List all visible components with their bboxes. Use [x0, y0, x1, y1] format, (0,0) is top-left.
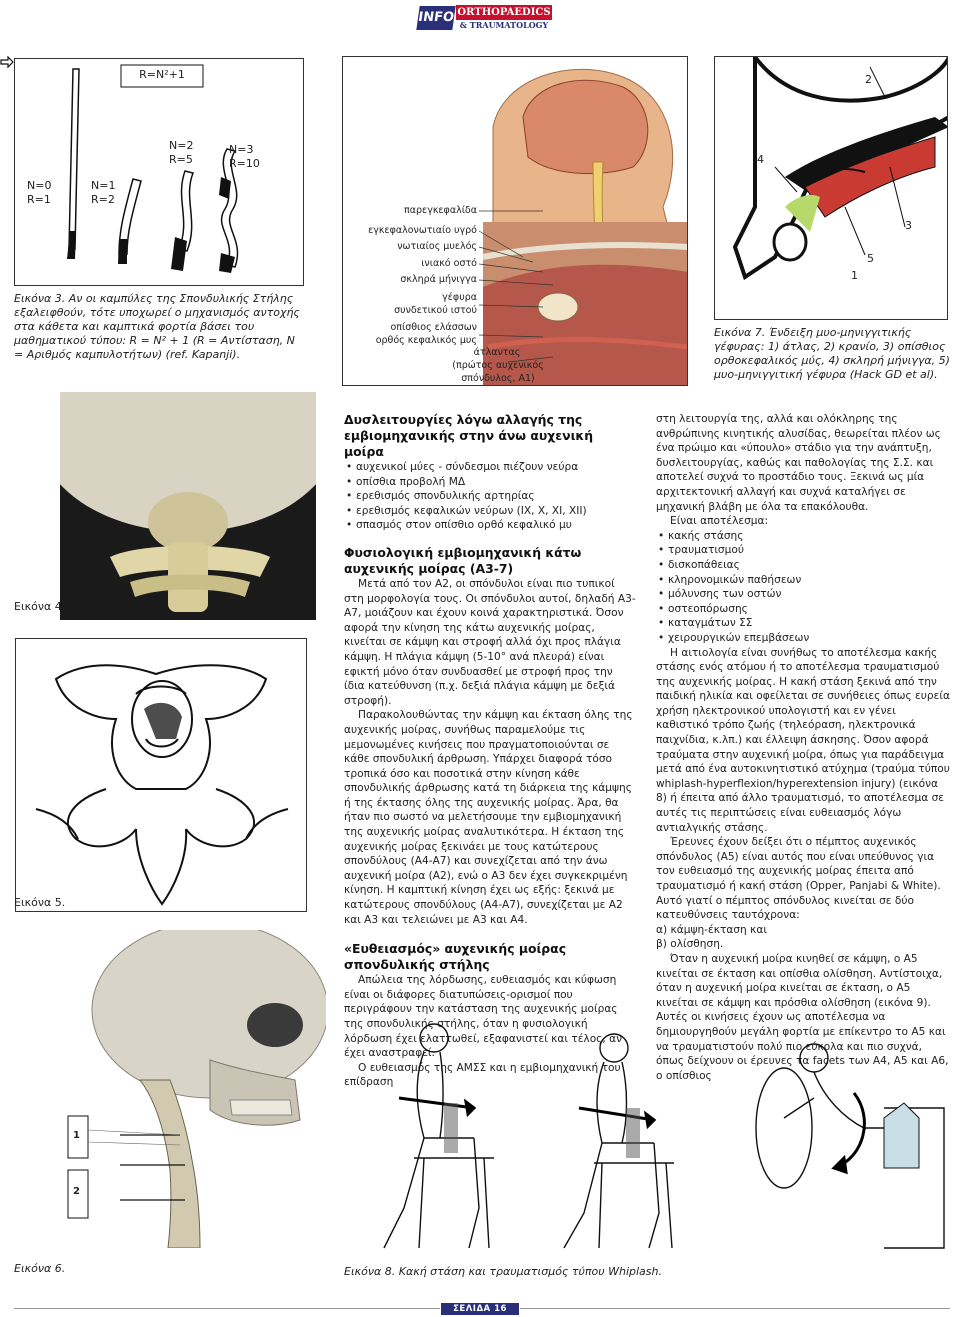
heading-dysfunction: Δυσλειτουργίες λόγω αλλαγής της εμβιομηχανικής στην άνω αυχενική μοίρα: [344, 412, 594, 459]
figure-8-caption: Εικόνα 8. Κακή στάση και τραυματισμός τύπου Whiplash.: [344, 1265, 662, 1278]
paragraph: Έρευνες έχουν δείξει ότι ο πέμπτος αυχενικός σπόνδυλος (Α5) είναι αυτός που είναι υπεύθυνος για τον ευθειασμό της αυχενικής μοίρας έπειτα από τραυματισμό ή κακή στάση (Opper, Panjabi & White). Αυτό γιατί ο πέμπτος σπόνδυλος κινείται σε δύο κατευθύνσεις ταυτόχρονα:: [656, 836, 941, 922]
vertebra-line-drawing: [16, 639, 307, 912]
label-rectus-capitis: ορθός κεφαλικός μυς: [375, 335, 477, 346]
label-dura-mater: σκληρά μήνιγγα: [400, 274, 477, 285]
myodural-bridge-illustration: [715, 57, 948, 320]
formula-label: R=N²+1: [139, 68, 185, 81]
logo-orthopaedics: ORTHOPAEDICS: [457, 7, 551, 18]
paragraph: β) ολίσθηση.: [656, 938, 724, 951]
r0-label: R=1: [27, 193, 51, 206]
cause-item: • χειρουργικών επεμβάσεων: [656, 631, 950, 646]
dysfunction-item: • αυχενικοί μύες - σύνδεσμοι πιέζουν νεύρα: [344, 460, 636, 475]
footer-rule-left: [14, 1308, 440, 1309]
label-bridge: γέφυρα: [442, 292, 477, 303]
label-rectus-minor: οπίσθιος ελάσσων: [390, 322, 477, 333]
fig7-label-2: 2: [865, 73, 872, 86]
r1-label: R=2: [91, 193, 115, 206]
r2-label: R=5: [169, 153, 193, 166]
magazine-logo: [418, 4, 552, 32]
spine-curves-illustration: [15, 59, 304, 286]
cause-item: • μόλυνσης των οστών: [656, 587, 950, 602]
fig6-mark-2: 2: [73, 1186, 80, 1197]
paragraph: Είναι αποτέλεσμα:: [670, 515, 769, 528]
label-atlas: άτλαντας: [473, 347, 521, 358]
paragraph: Απώλεια της λόρδωσης, ευθειασμός και κύφωση είναι οι διάφορες διατυπώσεις-ορισμοί που περιγράφουν την κατάσταση της αυχενικής μοίρας της σπονδυλικής στήλης, όταν η φυσιολογική λόρδωση έχει ελαττωθεί, εξαφανιστεί και τέλος, αν έχει αναστραφεί.: [344, 974, 623, 1060]
page-number-badge: ΣΕΛΙΔΑ 16: [441, 1303, 519, 1315]
middle-column: [344, 412, 636, 1090]
dysfunction-item: • ερεθισμός σπονδυλικής αρτηρίας: [344, 489, 636, 504]
r3-label: R=10: [229, 157, 260, 170]
figure-3-box: [14, 58, 304, 286]
heading-lower-cervical: Φυσιολογική εμβιομηχανική κάτω αυχενικής μοίρας (Α3-7): [344, 544, 582, 576]
n2-label: N=2: [169, 139, 194, 152]
label-occipital-bone: ινιακό οστό: [421, 258, 477, 269]
right-column: [656, 412, 950, 1083]
fig7-label-4: 4: [757, 153, 764, 166]
figure-3-caption: Εικόνα 3. Αν οι καμπύλες της Σπονδυλικής Στήλης εξαλειφθούν, τότε υποχωρεί ο μηχανισμός αντοχής στα κάθετα και καμπτικά φορτία βάσει του μαθηματικού τύπου: R = N² + 1 (R = Αντίσταση, N = Αριθμός καμπυλοτήτων) (ref. Kapanji).: [14, 292, 300, 361]
figure-5-box: [15, 638, 307, 912]
n1-label: N=1: [91, 179, 116, 192]
dysfunction-item: • οπίσθια προβολή ΜΔ: [344, 475, 636, 490]
cause-item: • τραυματισμού: [656, 543, 950, 558]
figure-4-caption: Εικόνα 4.: [14, 600, 66, 613]
fig7-label-5: 5: [867, 252, 874, 265]
paragraph: Παρακολουθώντας την κάμψη και έκταση όλης της αυχενικής μοίρας, συνήθως παραμελούμε τις μεμονωμένες κινήσεις που πραγματοποιούνται σε κάθε σπονδυλική άρθρωση. Υπάρχει διαφορά τόσο τροπικά όσο και ποσοτικά στην κίνηση κάθε σπονδυλικής άρθρωσης κατά τη διάρκεια της κάμψης ή της έκτασης όλης της αυχενικής μοίρας. Άρα, θα ήταν πιο σωστό να μελετήσουμε την εμβιομηχανική της αυχενικής μοίρας αναλυτικότερα. Η έκταση της αυχενικής μοίρας ξεκινάει με τους κατώτερους σπονδύλους (Α4-Α7) και συνεχίζεται από την άνω αυχενική μοίρα (Α2), ενώ ο Α3 δεν έχει συγκεκριμένη κίνηση. Η καμπτική κίνηση έχει ως εξής: ξεκινά με κατώτερους σπονδύλους (Α4-Α7), συνεχίζεται με Α2 και Α3 και τελειώνει με Α3 και Α4.: [344, 709, 633, 926]
label-cerebellum: παρεγκεφαλίδα: [404, 205, 477, 216]
paragraph: Η αιτιολογία είναι συνήθως το αποτέλεσμα κακής στάσης ενός ατόμου ή το αποτέλεσμα τραυματισμού της αυχενικής μοίρας. Η κακή στάση ξεκινά από την παιδική ηλικία και οφείλεται σε συνήθειες όπως ευρεία χρήση ηλεκτρονικού υπολογιστή και εν γένει καθιστικό τρόπο ζωής (τηλεόραση, ηλεκτρονικά παιχνίδια, κ.λπ.) και έλλειψη άσκησης. Όσον αφορά τραύματα στην αυχενική μοίρα, όπως για παράδειγμα μετά από ένα αυτοκινητιστικό ατύχημα (τραύμα τύπου whiplash-hyperflexion/hyperextension injury) (εικόνα 8) ή έπειτα από άλλο τραυματισμό, το αποτέλεσμα σε αυτές τις περιπτώσεις είναι ευθειασμός λόγω αντιαλγικής στάσης.: [656, 646, 950, 834]
curve-n2: [171, 171, 193, 271]
figure-7-caption: Εικόνα 7. Ένδειξη μυο-μηνιγγιτικής γέφυρας: 1) άτλας, 2) κρανίο, 3) οπίσθιος ορθοκεφαλικός μύς, 4) σκληρή μήνιγγα, 5) μυο-μηνιγγιτική γέφυρα (Hack GD et al).: [714, 326, 950, 381]
fig7-label-3: 3: [905, 219, 912, 232]
dysfunction-item: • σπασμός στον οπίσθιο ορθό κεφαλικό μυ: [344, 518, 636, 533]
n3-label: N=3: [229, 143, 254, 156]
cause-item: • δισκοπάθειας: [656, 558, 950, 573]
label-csf: εγκεφαλονωτιαίο υγρό: [368, 225, 477, 236]
label-atlas-desc2: σπόνδυλος, Α1): [461, 373, 535, 384]
n0-label: N=0: [27, 179, 52, 192]
logo-traumatology: & TRAUMATOLOGY: [459, 20, 549, 30]
paragraph: στη λειτουργία της, αλλά και ολόκληρης της ανθρώπινης κινητικής αλυσίδας, θεωρείται πλέον ως ένα πρώιμο και «ύπουλο» στάδιο για την ανάπτυξη, δυσλειτουργίας, καθώς και παθολογίας της Σ.Σ. και αποτελεί συχνά το προστάδιο τους. Ξεκινά ως μία αρχιτεκτονική αλλαγή και συχνά καταλήγει σε μηχανική βλάβη με όλα τα επακόλουθα.: [656, 413, 941, 513]
cause-item: • κακής στάσης: [656, 529, 950, 544]
paragraph: α) κάμψη-έκταση και: [656, 923, 767, 936]
curve-n1: [118, 179, 141, 264]
causes-list: [656, 529, 950, 646]
figure-6-image: [60, 930, 326, 1248]
logo-info: INFO: [416, 6, 455, 30]
dysfunction-list: [344, 460, 636, 533]
paragraph: Όταν η αυχενική μοίρα κινηθεί σε κάμψη, ο Α5 κινείται σε έκταση και οπίσθια ολίσθηση. Αντίστοιχα, όταν η αυχενική μοίρα κινείται σε έκταση, ο Α5 κινείται σε κάμψη και πρόσθια ολίσθηση (εικόνα 9). Αυτές οι κινήσεις έχουν ως αποτέλεσμα να δημιουργηθούν μεγάλη φορτία με επίκεντρο το Α5 και να τραυματιστούν πολύ πιο εύκολα και πιο συχνά, όπως δείχνουν οι έρευνες τα facets των Α4, Α5 και Α6, ο οπίσθιος: [656, 952, 949, 1082]
footer-rule-right: [520, 1308, 950, 1309]
figure-7-box: [714, 56, 948, 320]
figure-anatomy-box: [342, 56, 688, 386]
posture-whiplash-illustration: [344, 1008, 948, 1260]
label-connective-tissue: συνδετικού ιστού: [394, 305, 477, 316]
curve-n0: [67, 69, 79, 259]
figure-8-image: [344, 1008, 948, 1260]
figure-6-caption: Εικόνα 6.: [14, 1262, 66, 1275]
paragraph: Μετά από τον Α2, οι σπόνδυλοι είναι πιο τυπικοί στη μορφολογία τους. Οι σπόνδυλοι αυτοί, δηλαδή Α3-Α7, μοιάζουν και έχουν κοινά χαρακτηριστικά. Όσον αφορά την κίνηση της κάτω αυχενικής μοίρας, κινείται σε κάμψη και στροφή αλλά όχι προς πλάγια κάμψη. Η πλάγια κάμψη (5-10° ανά πλευρά) είναι εφικτή μόνο όταν συνδυασθεί με στροφή προς την ίδια κατεύθυνση (π.χ. δεξιά πλάγια κάμψη με δεξιά στροφή).: [344, 577, 636, 707]
label-spinal-cord: νωτιαίος μυελός: [397, 241, 477, 252]
dysfunction-item: • ερεθισμός κεφαλικών νεύρων (IX, X, XI, XII): [344, 504, 636, 519]
cause-item: • κληρονομικών παθήσεων: [656, 573, 950, 588]
skull-posterior-photo: [60, 392, 316, 620]
heading-straightening: «Ευθειασμός» αυχενικής μοίρας σπονδυλικής στήλης: [344, 941, 567, 973]
continue-arrow-icon: [0, 56, 14, 68]
cause-item: • καταγμάτων ΣΣ: [656, 616, 950, 631]
figure-4-image: [60, 392, 316, 620]
fig7-label-1: 1: [851, 269, 858, 282]
paragraph: Ο ευθειασμός της ΑΜΣΣ και η εμβιομηχανική του επίδραση: [344, 1061, 621, 1089]
label-atlas-desc1: (πρώτος αυχενικός: [452, 360, 544, 371]
skull-lateral-photo: [60, 930, 326, 1248]
fig6-mark-1: 1: [73, 1130, 80, 1141]
figure-5-caption: Εικόνα 5.: [14, 896, 66, 909]
cause-item: • οστεοπόρωσης: [656, 602, 950, 617]
